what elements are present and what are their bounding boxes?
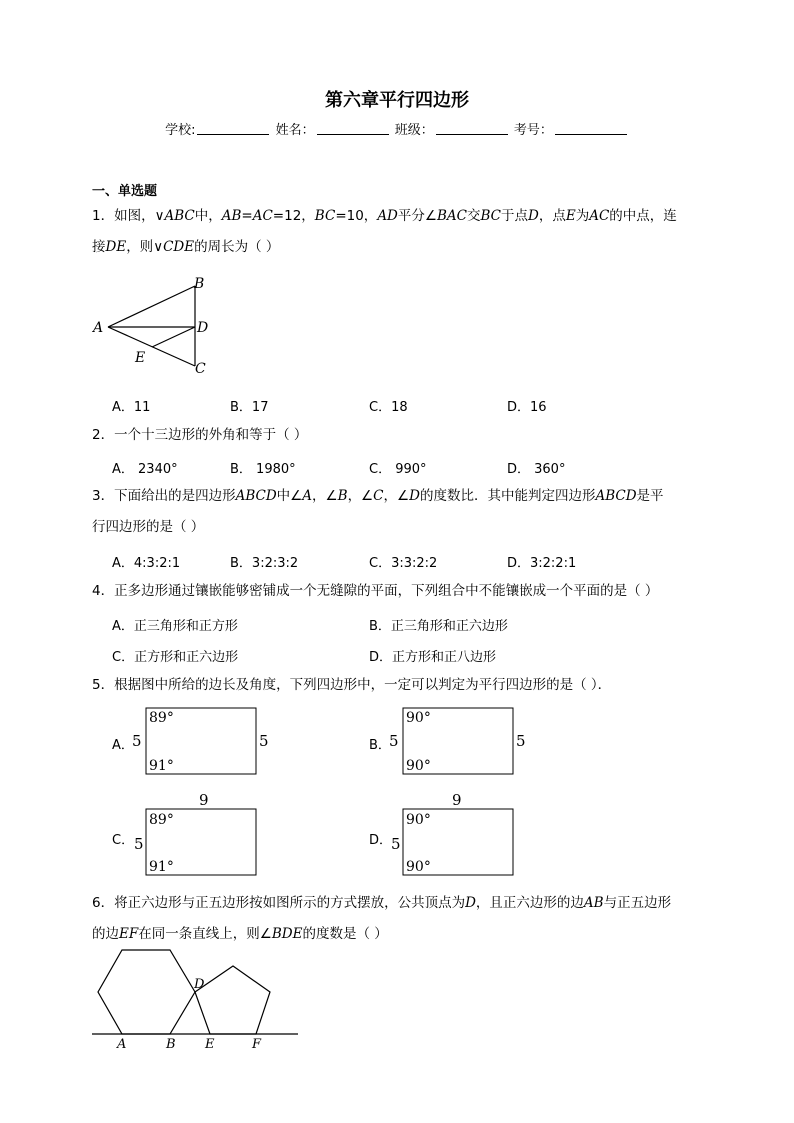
question-1-line-1: 1．如图，∨ABC中，AB=AC=12，BC=10，AD平分∠BAC交BC于点D，点E为AC的中点，连 [92,208,677,224]
q2-option-b[interactable]: B． 1980° [230,462,296,477]
name-blank[interactable] [317,122,389,135]
q1-option-a[interactable]: A．11 [112,400,151,415]
label-a: A [117,1037,127,1050]
side-left: 5 [391,835,401,853]
q3-option-b[interactable]: B．3:2:3:2 [230,556,299,571]
q1-option-c[interactable]: C．18 [369,400,408,415]
q5-option-c-label[interactable]: C． [112,833,135,848]
question-3 [92,481,704,543]
q2-option-a[interactable]: A． 2340° [112,462,178,477]
label-c: C [195,361,206,377]
q4-option-d[interactable]: D．正方形和正八边形 [369,650,497,665]
school-label: 学校: [165,123,196,138]
label-e: E [205,1037,215,1050]
class-blank[interactable] [436,122,508,135]
section-heading: 一、单选题 [92,184,158,199]
q2-option-c[interactable]: C． 990° [369,462,427,477]
q5-figure-d [389,791,539,879]
question-5: 5．根据图中所给的边长及角度，下列四边形中，一定可以判定为平行四边形的是（ ）． [92,677,612,693]
q3-option-c[interactable]: C．3:3:2:2 [369,556,438,571]
side-left: 5 [389,732,399,750]
page-title: 第六章平行四边形 [325,90,469,111]
angle-bottom: 91° [149,859,174,875]
label-d: D [194,977,205,992]
angle-top: 90° [406,812,431,828]
name-label: 姓名： [275,123,315,138]
angle-top: 89° [149,812,174,828]
q1-triangle-figure [88,270,228,382]
angle-top: 89° [149,710,174,726]
q5-option-b-label[interactable]: B． [369,738,391,753]
label-d: D [197,320,209,336]
q1-option-b[interactable]: B．17 [230,400,269,415]
student-info-line [0,119,794,138]
q4-option-b[interactable]: B．正三角形和正六边形 [369,619,508,634]
label-b: B [194,276,205,292]
side-top: 9 [452,791,462,809]
question-3-line-2: 行四边形的是（ ） [92,519,205,535]
q4-option-a[interactable]: A．正三角形和正方形 [112,619,238,634]
school-blank[interactable] [197,122,269,135]
side-right: 5 [516,732,526,750]
angle-top: 90° [406,710,431,726]
question-6 [92,888,704,950]
q1-option-d[interactable]: D．16 [507,400,547,415]
q6-hexagon-pentagon-figure [88,948,303,1050]
class-label: 班级： [394,123,434,138]
question-3-line-1: 3．下面给出的是四边形ABCD中∠A，∠B，∠C，∠D的度数比．其中能判定四边形ABCD是平 [92,488,664,504]
label-e: E [135,350,146,366]
q5-figure-b [389,704,539,776]
label-b: B [166,1037,176,1050]
side-left: 5 [132,732,142,750]
question-6-line-2: 的边EF在同一条直线上，则∠BDE的度数是（ ） [92,926,388,942]
angle-bottom: 91° [149,758,174,774]
q5-figure-c [132,791,282,879]
question-4: 4．正多边形通过镶嵌能够密铺成一个无缝隙的平面，下列组合中不能镶嵌成一个平面的是（ ） [92,583,659,599]
q5-option-d-label[interactable]: D． [369,833,393,848]
q3-option-d[interactable]: D．3:2:2:1 [507,556,577,571]
side-top: 9 [199,791,209,809]
side-right: 5 [259,732,269,750]
question-1-line-2: 接DE，则∨CDE的周长为（ ） [92,239,280,255]
exam-no-label: 考号： [513,123,553,138]
question-6-line-1: 6．将正六边形与正五边形按如图所示的方式摆放，公共顶点为D，且正六边形的边AB与正五边形 [92,895,672,911]
question-2: 2．一个十三边形的外角和等于（ ） [92,427,308,443]
q5-figure-a [132,704,282,776]
q5-option-a-label[interactable]: A． [112,738,134,753]
question-1 [92,201,704,263]
q3-option-a[interactable]: A．4:3:2:1 [112,556,181,571]
q4-option-c[interactable]: C．正方形和正六边形 [112,650,239,665]
side-left: 5 [134,835,144,853]
pentagon [195,966,270,1034]
q2-option-d[interactable]: D． 360° [507,462,566,477]
label-f: F [252,1037,262,1050]
exam-no-blank[interactable] [555,122,627,135]
angle-bottom: 90° [406,758,431,774]
angle-bottom: 90° [406,859,431,875]
label-a: A [93,320,104,336]
hexagon [98,950,195,1034]
